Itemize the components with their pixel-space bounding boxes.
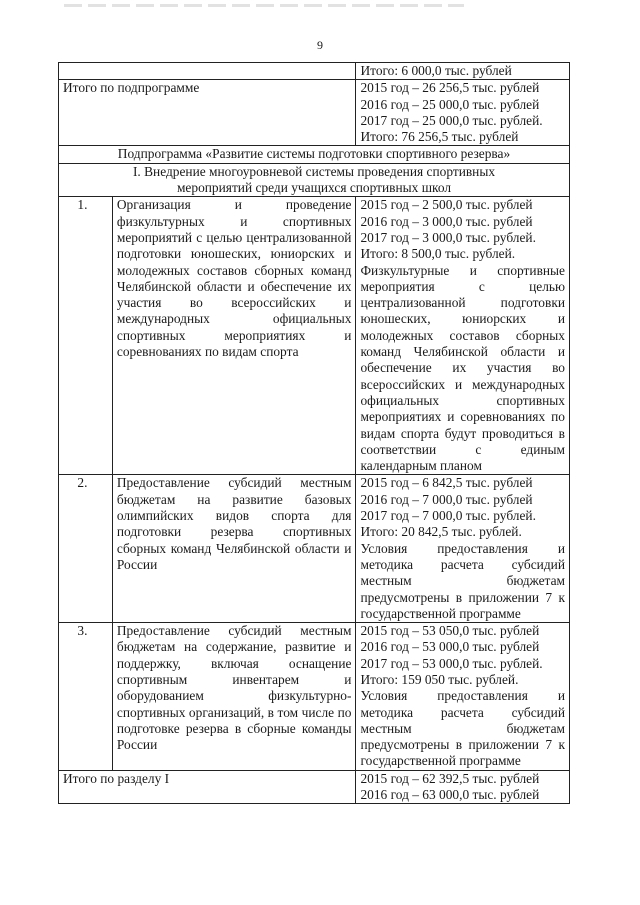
page-number: 9: [317, 38, 323, 52]
funding-line: 2016 год – 3 000,0 тыс. рублей: [360, 213, 533, 229]
funding-line: 2016 год – 7 000,0 тыс. рублей: [360, 491, 533, 507]
funding-line: 2017 год – 25 000,0 тыс. рублей.: [360, 112, 543, 128]
row-funding: [356, 197, 570, 475]
funding-line: Итого: 8 500,0 тыс. рублей.: [360, 246, 516, 262]
funding-line: 2017 год – 53 000,0 тыс. рублей.: [360, 655, 543, 671]
funding-line: Итого: 20 842,5 тыс. рублей.: [360, 524, 522, 540]
section-total-label: Итого по разделу I: [59, 770, 356, 804]
funding-line: 2015 год – 53 050,0 тыс. рублей: [360, 623, 540, 639]
funding-line: 2016 год – 25 000,0 тыс. рублей: [360, 96, 540, 112]
table-row-subprogram-total: [59, 80, 570, 146]
table-row-section-title: [59, 163, 570, 197]
table-row: [59, 197, 570, 475]
row-description: Организация и проведение физкультурных и спортивных мероприятий с целью централизованной подготовки юношеских, юниорских и молодежных составов сборных команд Челябинской области и обеспечение их участия во всероссийских и международных официальных спортивных мероприятиях и соревнованиях по видам спорта: [112, 197, 356, 475]
funding-line: 2015 год – 26 256,5 тыс. рублей: [360, 80, 540, 96]
funding-line: 2015 год – 2 500,0 тыс. рублей: [360, 197, 533, 213]
funding-line: 2015 год – 6 842,5 тыс. рублей: [360, 475, 533, 491]
row-description: Предоставление субсидий местным бюджетам на содержание, развитие и поддержку, включая оснащение спортивным инвентарем и оборудованием физкультурно-спортивных организаций, в том числе по подготовке резерва в сборные команды России: [112, 623, 356, 771]
funding-line: Итого: 76 256,5 тыс. рублей: [360, 129, 519, 145]
program-table: [58, 62, 570, 804]
funding-line: 2015 год – 62 392,5 тыс. рублей: [360, 770, 540, 786]
funding-line: Итого: 159 050 тыс. рублей.: [360, 671, 519, 687]
header-scan-artifact: [64, 4, 464, 7]
section-title: I. Внедрение многоуровневой системы проведения спортивных мероприятий среди учащихся спортивных школ: [59, 163, 570, 197]
subprogram-total-label: Итого по подпрограмме: [59, 80, 356, 146]
row-funding: [356, 623, 570, 771]
subprogram-title: Подпрограмма «Развитие системы подготовки спортивного резерва»: [59, 146, 570, 163]
subprogram-total-funding: [356, 80, 570, 146]
top-row-total: [356, 63, 570, 80]
row-funding: [356, 475, 570, 623]
funding-line: Итого: 6 000,0 тыс. рублей: [360, 63, 512, 78]
row-number: 1.: [59, 197, 113, 475]
section-total-funding: [356, 770, 570, 804]
table-row-section-total: [59, 770, 570, 804]
top-row-label-cell: [59, 63, 356, 80]
funding-line: 2016 год – 53 000,0 тыс. рублей: [360, 639, 540, 655]
table-row: [59, 623, 570, 771]
row-description: Предоставление субсидий местным бюджетам на развитие базовых олимпийских видов спорта для подготовки резерва спортивных сборных команд Челябинской области и России: [112, 475, 356, 623]
funding-line: 2016 год – 63 000,0 тыс. рублей: [360, 787, 540, 803]
row-number: 3.: [59, 623, 113, 771]
table-row-top-total: [59, 63, 570, 80]
row-note: Условия предоставления и методика расчета субсидий местным бюджетам предусмотрены в приложении 7 к государственной программе: [360, 540, 565, 621]
row-note: Физкультурные и спортивные мероприятия с целью централизованной подготовки юношеских, юниорских и молодежных составов сборных команд Челябинской области и обеспечение их участия во всероссийских и международных официальных спортивных мероприятиях и соревнованиях по видам спорта будут проводиться в соответствии с единым календарным планом: [360, 262, 565, 474]
funding-line: 2017 год – 3 000,0 тыс. рублей.: [360, 229, 536, 245]
row-number: 2.: [59, 475, 113, 623]
table-row-subprogram-title: [59, 146, 570, 163]
row-note: Условия предоставления и методика расчета субсидий местным бюджетам предусмотрены в приложении 7 к государственной программе: [360, 688, 565, 769]
funding-line: 2017 год – 7 000,0 тыс. рублей.: [360, 508, 536, 524]
table-row: [59, 475, 570, 623]
